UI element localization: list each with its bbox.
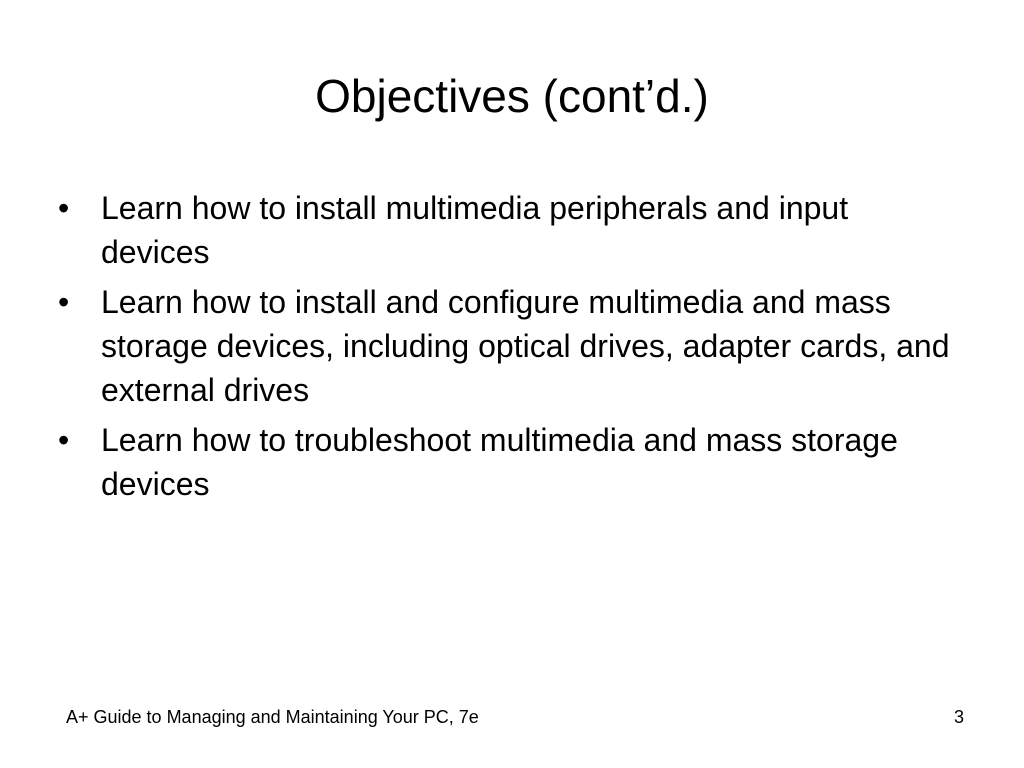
list-item [58, 186, 958, 274]
list-item [58, 418, 958, 506]
list-item-text: Learn how to troubleshoot multimedia and mass storage devices [101, 422, 898, 502]
slide-title: Objectives (cont’d.) [315, 70, 709, 122]
list-item [58, 280, 958, 412]
objectives-list [58, 186, 958, 512]
bullet-icon: • [58, 284, 70, 320]
page-number: 3 [953, 707, 964, 727]
list-item-text: Learn how to install multimedia peripherals and input devices [101, 190, 849, 270]
list-item-text: Learn how to install and configure multimedia and mass storage devices, including optical drives, adapter cards, and external drives [101, 284, 950, 408]
bullet-icon: • [58, 422, 70, 458]
footer-book-title: A+ Guide to Managing and Maintaining Your PC, 7e [66, 707, 479, 727]
bullet-icon: • [58, 190, 70, 226]
